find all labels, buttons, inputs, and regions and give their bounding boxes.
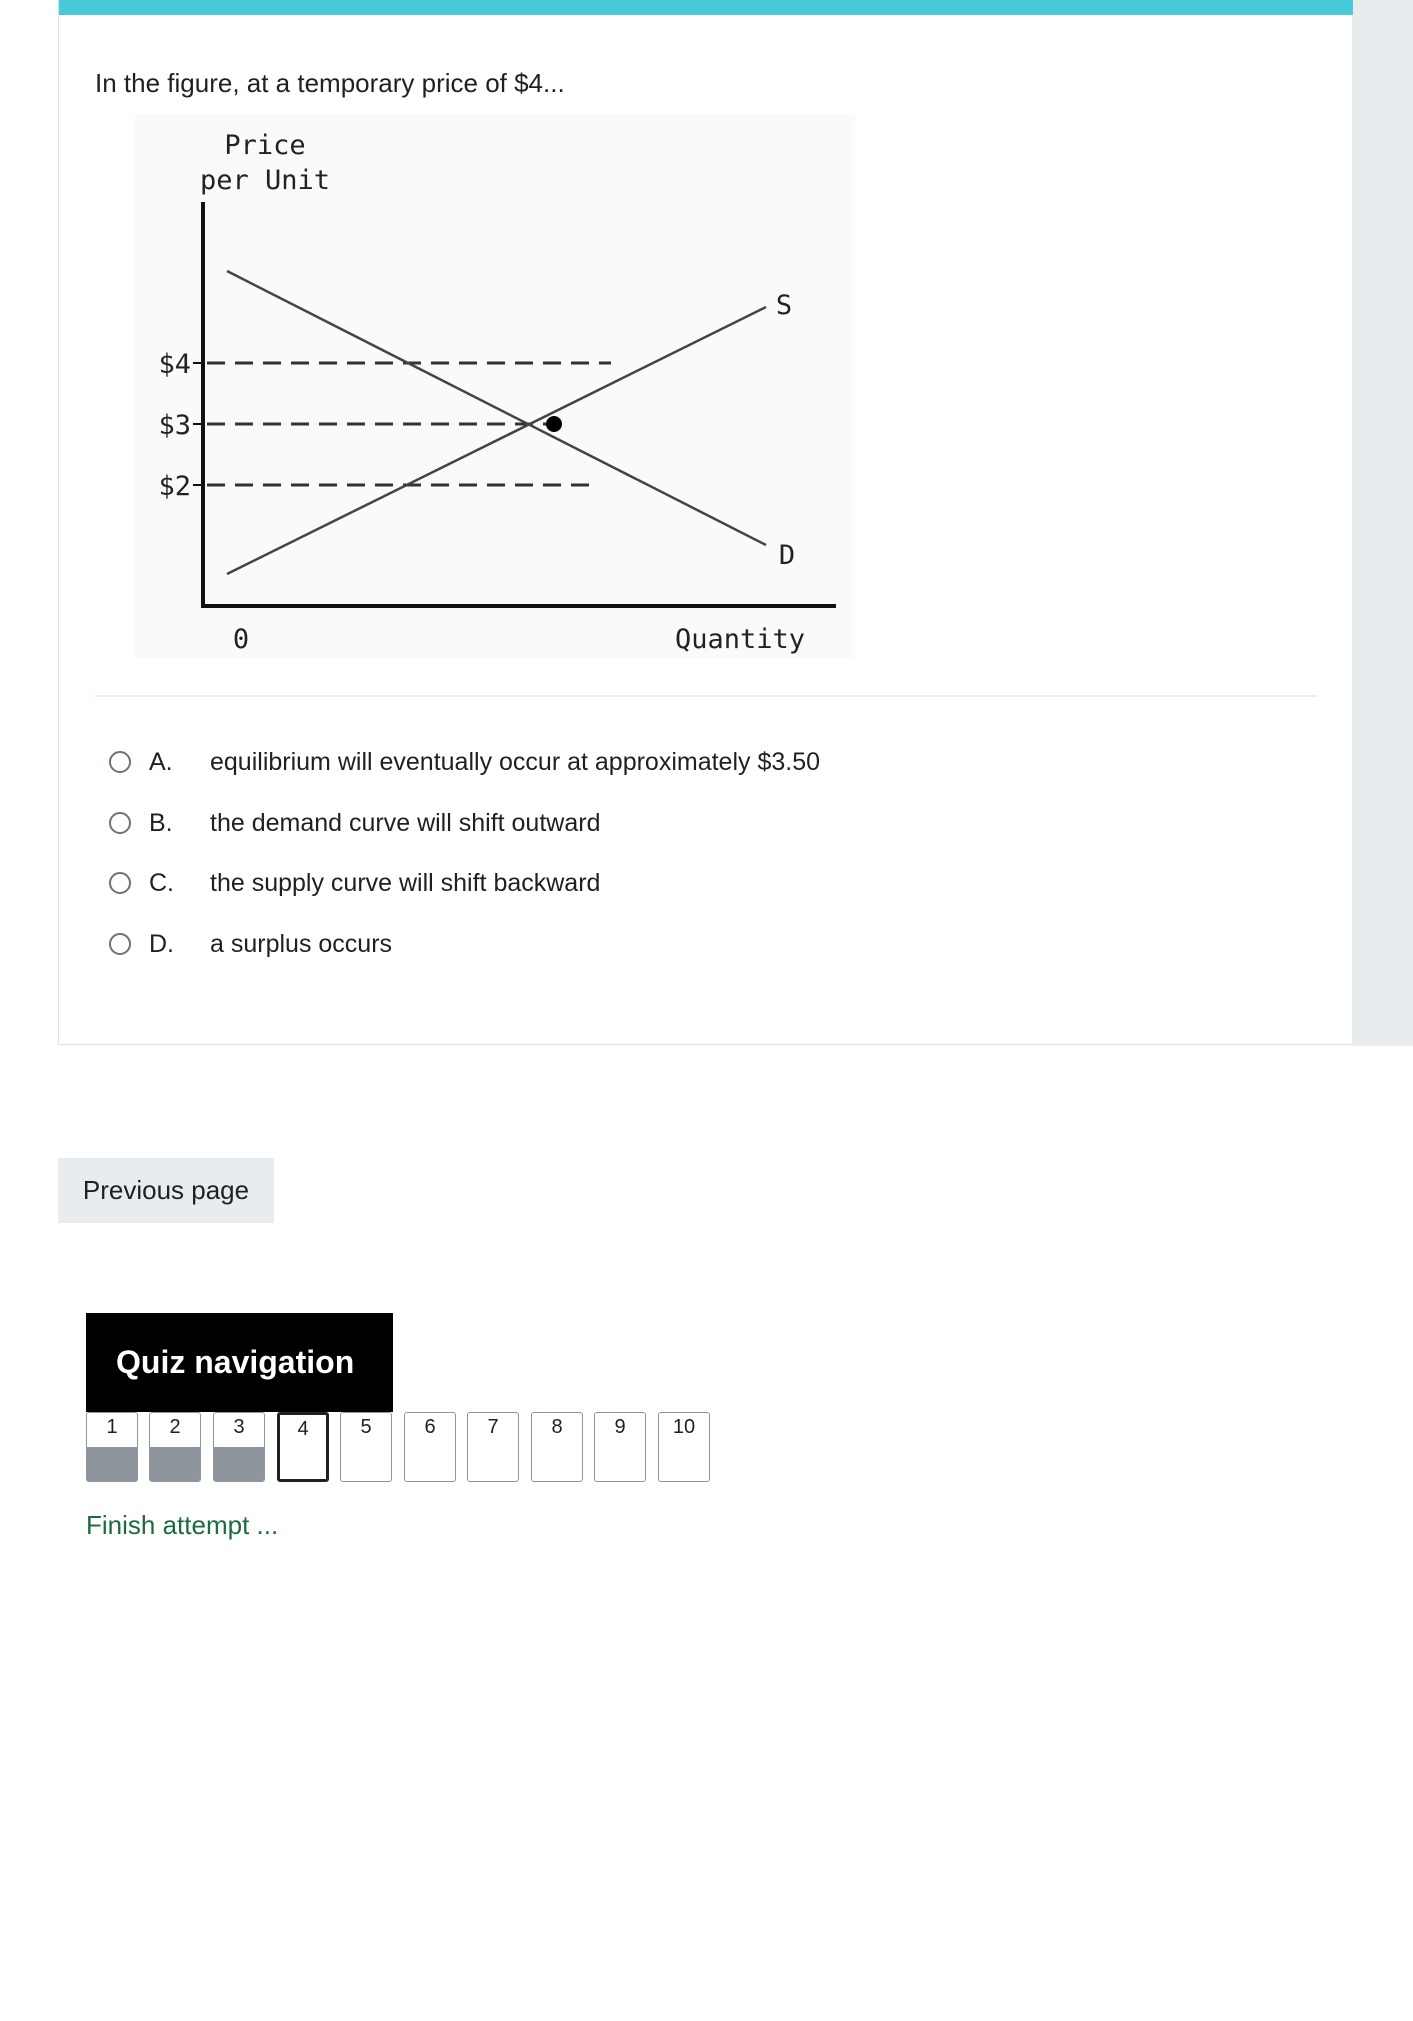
answer-text: equilibrium will eventually occur at approximately $3.50 <box>210 747 821 776</box>
question-text: In the figure, at a temporary price of $4... <box>95 68 565 98</box>
question-number: 10 <box>672 1416 696 1438</box>
question-number: 1 <box>106 1416 118 1438</box>
quiz-navigation-title: Quiz navigation <box>86 1313 393 1412</box>
quiz-question-button-8[interactable] <box>531 1412 583 1482</box>
quiz-question-button-2[interactable] <box>149 1412 201 1482</box>
quiz-question-button-3[interactable] <box>213 1412 265 1482</box>
radio-button-b[interactable] <box>109 812 131 834</box>
question-number: 4 <box>297 1418 309 1440</box>
quiz-question-button-7[interactable] <box>467 1412 519 1482</box>
answer-text: the demand curve will shift outward <box>210 808 601 837</box>
question-accent-bar <box>59 0 1353 15</box>
y-axis-label-line1: Price <box>224 130 306 161</box>
answer-option-c[interactable] <box>109 863 1009 903</box>
answer-letter: B. <box>149 808 173 837</box>
quiz-question-button-5[interactable] <box>340 1412 392 1482</box>
quiz-question-button-6[interactable] <box>404 1412 456 1482</box>
finish-attempt-link[interactable]: Finish attempt ... <box>86 1510 279 1540</box>
radio-button-d[interactable] <box>109 933 131 955</box>
answer-letter: A. <box>149 747 173 776</box>
right-sidebar-strip <box>1352 0 1413 1046</box>
question-number: 6 <box>424 1416 436 1438</box>
question-number: 3 <box>233 1416 245 1438</box>
question-number: 5 <box>360 1416 372 1438</box>
answer-option-b[interactable] <box>109 803 1009 843</box>
answer-text: the supply curve will shift backward <box>210 868 601 897</box>
tick-label-3: $3 <box>158 410 191 441</box>
quiz-question-button-1[interactable] <box>86 1412 138 1482</box>
question-number: 7 <box>487 1416 499 1438</box>
y-axis-label-line2: per Unit <box>199 165 331 196</box>
supply-demand-figure <box>135 114 855 658</box>
radio-button-a[interactable] <box>109 751 131 773</box>
answer-text: a surplus occurs <box>210 929 393 958</box>
equilibrium-point <box>546 416 562 432</box>
question-card <box>58 0 1352 1045</box>
supply-label: S <box>775 290 793 321</box>
quiz-question-button-4-current[interactable] <box>277 1412 329 1482</box>
question-number: 9 <box>614 1416 626 1438</box>
quiz-question-button-9[interactable] <box>594 1412 646 1482</box>
answer-letter: C. <box>149 868 174 897</box>
radio-button-c[interactable] <box>109 872 131 894</box>
answered-indicator <box>87 1447 137 1481</box>
answered-indicator <box>150 1447 200 1481</box>
question-number: 2 <box>169 1416 181 1438</box>
x-axis-label: Quantity <box>674 624 806 655</box>
origin-label: 0 <box>232 624 250 655</box>
quiz-question-button-10[interactable] <box>658 1412 710 1482</box>
previous-page-button[interactable]: Previous page <box>58 1158 274 1223</box>
tick-label-2: $2 <box>158 471 191 502</box>
answer-letter: D. <box>149 929 174 958</box>
answered-indicator <box>214 1447 264 1481</box>
answer-option-d[interactable] <box>109 924 1009 964</box>
demand-label: D <box>778 540 796 571</box>
question-number: 8 <box>551 1416 563 1438</box>
tick-label-4: $4 <box>158 349 191 380</box>
answer-option-a[interactable] <box>109 742 1009 782</box>
answers-divider <box>95 695 1317 697</box>
